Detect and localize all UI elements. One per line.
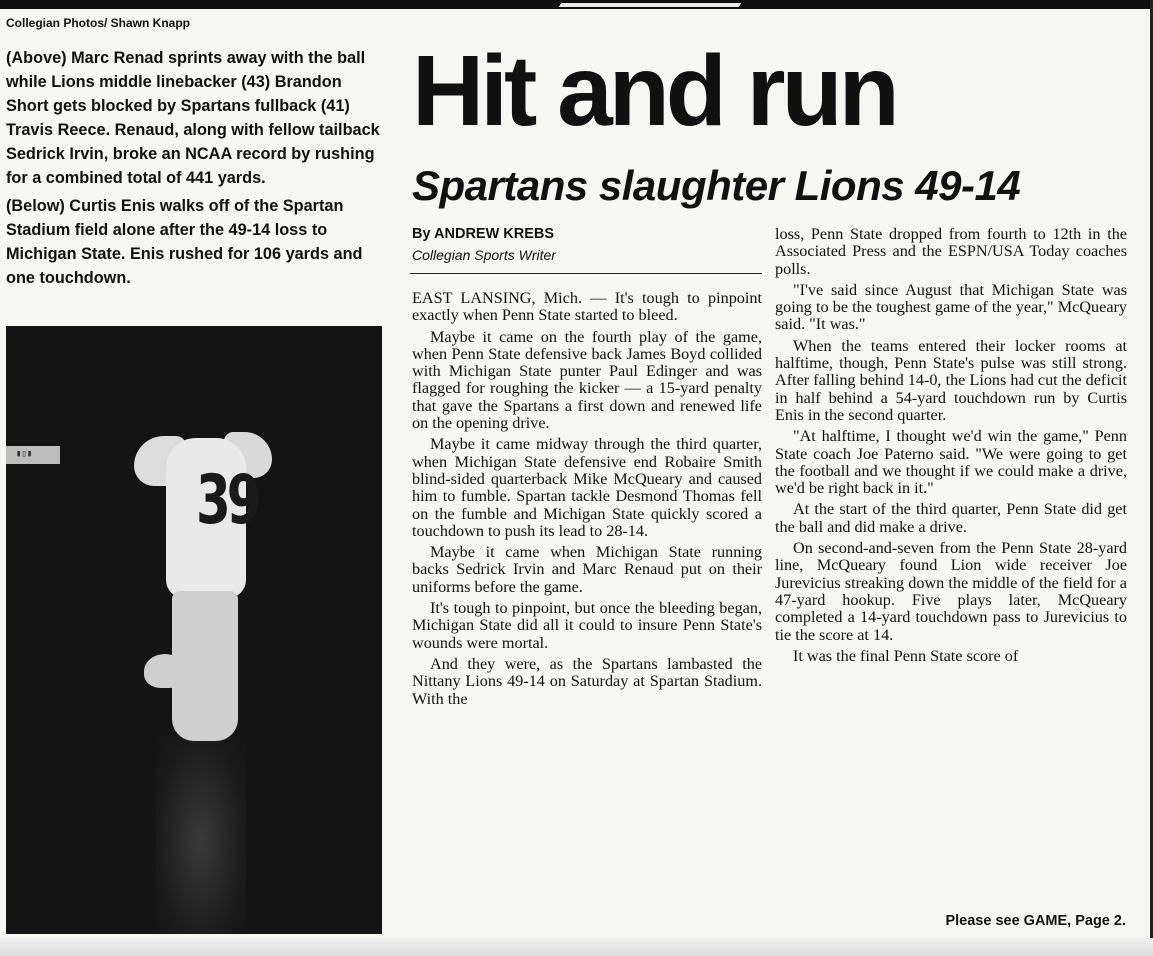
news-photo bbox=[6, 326, 382, 934]
cutline-above: (Above) Marc Renad sprints away with the ball while Lions middle linebacker (43) Brandon Short gets blocked by Spartans fullback (41) Travis Reece. Renaud, along with fellow tailback Sedrick Irvin, broke an NCAA record by rushing for a combined total of 441 yards. bbox=[6, 49, 380, 187]
cutline-below: (Below) Curtis Enis walks off of the Spartan Stadium field alone after the 49-14 loss to Michigan State. Enis rushed for 106 yards and one touchdown. bbox=[6, 197, 363, 287]
article-column-2 bbox=[775, 226, 1127, 669]
headline: Hit and run bbox=[412, 35, 896, 147]
bottom-page-edge bbox=[0, 938, 1153, 956]
article-paragraph: "I've said since August that Michigan State was going to be the toughest game of the year," McQueary said. "It was." bbox=[775, 280, 1127, 334]
article-paragraph: loss, Penn State dropped from fourth to 12th in the Associated Press and the ESPN/USA Today coaches polls. bbox=[775, 225, 1127, 278]
article-paragraph: When the teams entered their locker rooms at halftime, though, Penn State's pulse was still strong. After falling behind 14-0, the Lions had cut the deficit in half behind a 54-yard touchdown run by Curtis Enis in the second quarter. bbox=[775, 336, 1127, 424]
article-paragraph: On second-and-seven from the Penn State 28-yard line, McQueary found Lion wide receiver Joe Jurevicius streaking down the middle of the field for a 47-yard hookup. Five plays later, McQueary completed a 14-yard touchdown pass to Jurevicius to tie the score at 14. bbox=[775, 539, 1127, 644]
jump-line: Please see GAME, Page 2. bbox=[945, 913, 1126, 929]
scan-glare bbox=[559, 3, 742, 7]
byline-role: Collegian Sports Writer bbox=[412, 247, 556, 263]
article-paragraph: It was the final Penn State score of bbox=[793, 646, 1019, 665]
stadium-sign: ▮▯▮ bbox=[6, 446, 60, 464]
article-paragraph: EAST LANSING, Mich. — It's tough to pinpoint exactly when Penn State started to bleed. bbox=[412, 289, 762, 325]
article-paragraph: And they were, as the Spartans lambasted the Nittany Lions 49-14 on Saturday at Spartan Stadium. With the bbox=[412, 654, 762, 708]
photo-credit: Collegian Photos/ Shawn Knapp bbox=[6, 16, 191, 30]
article-paragraph: "At halftime, I thought we'd win the game," Penn State coach Joe Paterno said. "We were going to get the football and we thought if we could make a drive, we'd be right back in it." bbox=[775, 427, 1127, 498]
article-paragraph: It's tough to pinpoint, but once the bleeding began, Michigan State did all it could to insure Penn State's wounds were mortal. bbox=[412, 599, 762, 652]
jersey-number: 39 bbox=[196, 460, 258, 540]
photo-shadow bbox=[156, 736, 246, 934]
subheadline: Spartans slaughter Lions 49-14 bbox=[412, 162, 1021, 209]
player-figure bbox=[126, 426, 276, 756]
article-paragraph: Maybe it came on the fourth play of the game, when Penn State defensive back James Boyd collided with Michigan State punter Paul Edinger and was flagged for roughing the kicker — a 15-yard penalty that gave the Spartans a first down and renewed life on the opening drive. bbox=[412, 327, 762, 433]
article-paragraph: Maybe it came when Michigan State running backs Sedrick Irvin and Marc Renaud put on their uniforms before the game. bbox=[412, 543, 762, 596]
article-column-1 bbox=[412, 290, 762, 712]
article-paragraph: Maybe it came midway through the third quarter, when Michigan State defensive end Robaire Smith blind-sided quarterback Mike McQueary and caused him to fumble. Spartan tackle Desmond Thomas fell on the fumble and Michigan State quickly scored a touchdown to push its lead to 28-14. bbox=[412, 435, 762, 540]
top-border bbox=[0, 0, 1153, 9]
byline-rule bbox=[410, 273, 762, 274]
photo-cutline bbox=[6, 46, 386, 294]
helmet bbox=[144, 654, 186, 688]
byline: By ANDREW KREBS bbox=[412, 226, 555, 242]
article-paragraph: At the start of the third quarter, Penn State did get the ball and did make a drive. bbox=[775, 500, 1127, 536]
